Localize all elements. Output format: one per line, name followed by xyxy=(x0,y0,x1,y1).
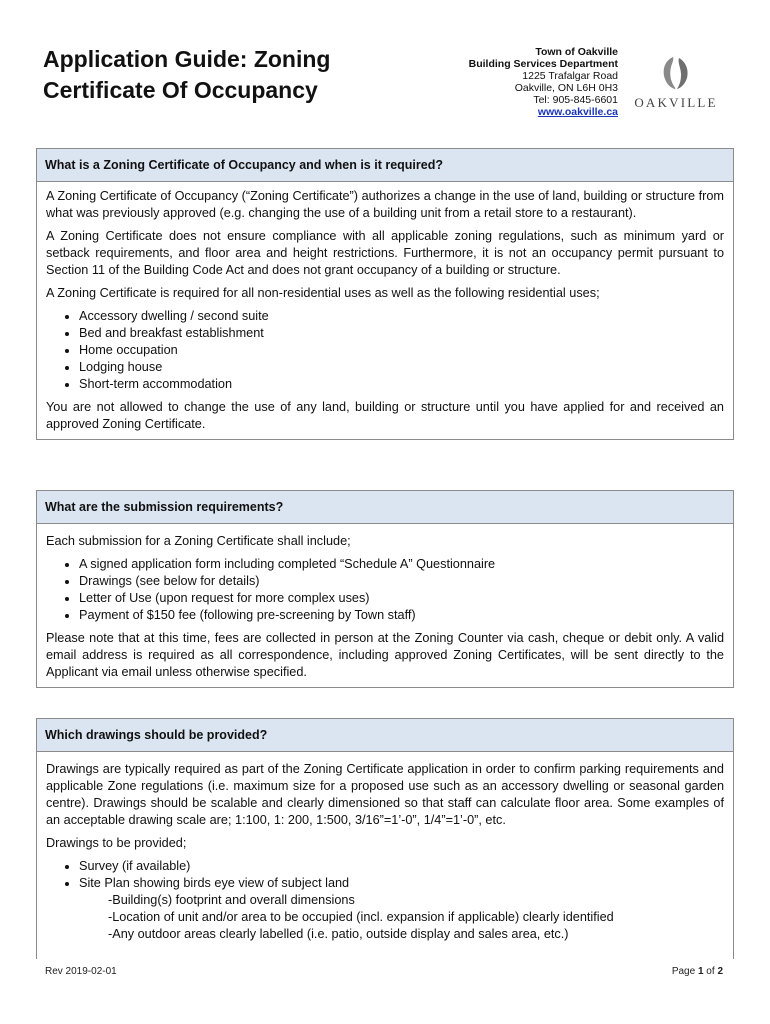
list-item: • Bed and breakfast establishment xyxy=(79,325,724,342)
section-heading: What are the submission requirements? xyxy=(37,491,733,524)
list-item: • Home occupation xyxy=(79,342,724,359)
list-item: • A signed application form including completed “Schedule A” Questionnaire xyxy=(79,556,724,573)
address-block xyxy=(420,46,618,118)
residential-uses-list xyxy=(46,308,724,393)
submission-list xyxy=(46,556,724,624)
section-heading: What is a Zoning Certificate of Occupancy and when is it required? xyxy=(37,149,733,182)
street-address: 1225 Trafalgar Road xyxy=(522,70,618,82)
page-number xyxy=(672,966,723,977)
paragraph: A Zoning Certificate is required for all non-residential uses as well as the following residential uses; xyxy=(46,286,600,300)
paragraph: Each submission for a Zoning Certificate shall include; xyxy=(46,534,351,548)
oakville-logo xyxy=(630,55,722,111)
title-line-2: Certificate Of Occupancy xyxy=(43,77,318,103)
page-total: 2 xyxy=(717,966,723,977)
list-item: • Letter of Use (upon request for more complex uses) xyxy=(79,590,724,607)
paragraph: A Zoning Certificate of Occupancy (“Zoning Certificate”) authorizes a change in the use of land, building or structure from what was previously approved (e.g. changing the use of a building unit from a retail store to a restaurant). xyxy=(46,189,724,220)
org-name: Town of Oakville xyxy=(535,46,618,58)
page-current: 1 xyxy=(697,966,704,977)
list-item: • Accessory dwelling / second suite xyxy=(79,308,724,325)
department-name: Building Services Department xyxy=(468,58,618,70)
drawings-list xyxy=(46,858,724,892)
paragraph: Drawings to be provided; xyxy=(46,836,187,850)
section-what-is xyxy=(36,148,734,440)
sub-item: -Any outdoor areas clearly labelled (i.e. patio, outside display and sales area, etc.) xyxy=(108,927,569,941)
city-address: Oakville, ON L6H 0H3 xyxy=(514,82,618,94)
list-item: • Survey (if available) xyxy=(79,858,724,875)
logo-wordmark: OAKVILLE xyxy=(634,95,718,110)
section-submission-requirements xyxy=(36,490,734,688)
sub-item: -Building(s) footprint and overall dimensions xyxy=(108,893,355,907)
list-item: • Lodging house xyxy=(79,359,724,376)
page-prefix: Page xyxy=(671,966,698,977)
list-item: • Site Plan showing birds eye view of subject land xyxy=(79,875,724,892)
sub-item: -Location of unit and/or area to be occupied (incl. expansion if applicable) clearly identified xyxy=(108,910,614,924)
paragraph: Please note that at this time, fees are collected in person at the Zoning Counter via cash, cheque or debit only. A valid email address is required as all correspondence, including approved Zoning Certificates, will be sent directly to the Applicant via email unless otherwise specified. xyxy=(46,631,724,679)
paragraph: Drawings are typically required as part of the Zoning Certificate application in order to confirm parking requirements and applicable Zone regulations (i.e. maximum size for a proposed use such as an accessory dwelling or seasonal garden centre). Drawings should be scalable and clearly dimensioned so that staff can calculate floor area. Some examples of an acceptable drawing scale are; 1:100, 1: 200, 1:500, 3/16”=1’-0”, 1/4”=1’-0”, etc. xyxy=(46,762,724,827)
page-of: of xyxy=(703,966,718,977)
list-item: • Payment of $150 fee (following pre-screening by Town staff) xyxy=(79,607,724,624)
website-link[interactable]: www.oakville.ca xyxy=(537,106,618,118)
telephone: Tel: 905-845-6601 xyxy=(533,94,618,106)
list-item: • Short-term accommodation xyxy=(79,376,724,393)
section-drawings xyxy=(36,718,734,959)
document-title xyxy=(43,44,403,106)
section-heading: Which drawings should be provided? xyxy=(37,719,733,752)
title-line-1: Application Guide: Zoning xyxy=(43,46,331,72)
revision-label: Rev 2019-02-01 xyxy=(45,966,117,977)
list-item: • Drawings (see below for details) xyxy=(79,573,724,590)
paragraph: You are not allowed to change the use of any land, building or structure until you have applied for and received an approved Zoning Certificate. xyxy=(46,400,724,431)
oak-leaf-icon xyxy=(659,55,693,91)
paragraph: A Zoning Certificate does not ensure compliance with all applicable zoning regulations, such as minimum yard or setback requirements, and floor area and height restrictions. Furthermore, it is not an occupancy permit pursuant to Section 11 of the Building Code Act and does not grant occupancy of a building or structure. xyxy=(46,229,724,277)
